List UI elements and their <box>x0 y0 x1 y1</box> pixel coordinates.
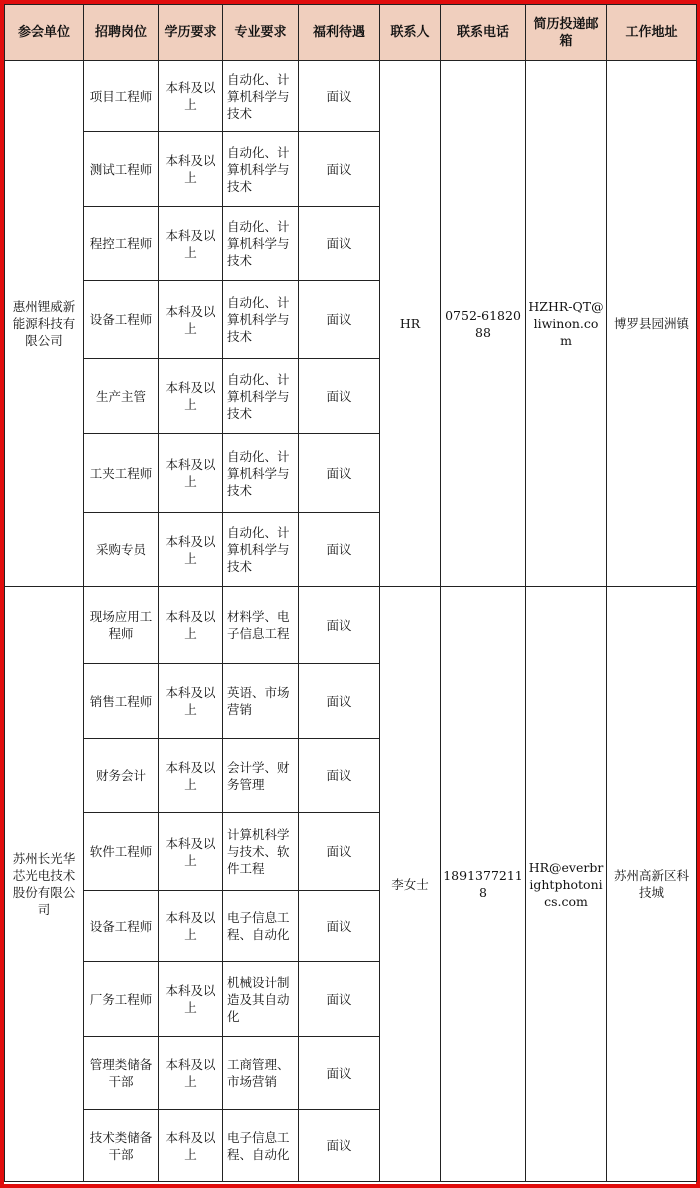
education: 本科及以上 <box>159 513 223 587</box>
benefits: 面议 <box>299 664 380 739</box>
education: 本科及以上 <box>159 61 223 132</box>
header-benefits: 福利待遇 <box>299 5 380 61</box>
benefits: 面议 <box>299 1110 380 1182</box>
position-title: 管理类储备干部 <box>84 1037 159 1110</box>
contact-phone: 0752-6182088 <box>441 61 526 587</box>
contact-person: 李女士 <box>380 587 441 1182</box>
position-title: 销售工程师 <box>84 664 159 739</box>
benefits: 面议 <box>299 739 380 813</box>
education: 本科及以上 <box>159 434 223 513</box>
education: 本科及以上 <box>159 587 223 664</box>
position-title: 技术类储备干部 <box>84 1110 159 1182</box>
header-row <box>5 5 697 61</box>
major: 自动化、计算机科学与技术 <box>223 132 299 207</box>
major: 机械设计制造及其自动化 <box>223 962 299 1037</box>
page-frame <box>4 4 696 1184</box>
benefits: 面议 <box>299 962 380 1037</box>
major: 自动化、计算机科学与技术 <box>223 434 299 513</box>
major: 工商管理、市场营销 <box>223 1037 299 1110</box>
work-address: 博罗县园洲镇 <box>607 61 697 587</box>
education: 本科及以上 <box>159 359 223 434</box>
company-name: 苏州长光华芯光电技术股份有限公司 <box>5 587 84 1182</box>
contact-phone: 18913772118 <box>441 587 526 1182</box>
major: 材料学、电子信息工程 <box>223 587 299 664</box>
education: 本科及以上 <box>159 813 223 891</box>
major: 自动化、计算机科学与技术 <box>223 61 299 132</box>
header-phone: 联系电话 <box>441 5 526 61</box>
benefits: 面议 <box>299 281 380 359</box>
education: 本科及以上 <box>159 207 223 281</box>
position-title: 项目工程师 <box>84 61 159 132</box>
major: 自动化、计算机科学与技术 <box>223 207 299 281</box>
major: 自动化、计算机科学与技术 <box>223 513 299 587</box>
major: 电子信息工程、自动化 <box>223 891 299 962</box>
education: 本科及以上 <box>159 281 223 359</box>
resume-email: HZHR-QT@liwinon.com <box>526 61 607 587</box>
major: 自动化、计算机科学与技术 <box>223 281 299 359</box>
benefits: 面议 <box>299 61 380 132</box>
major: 电子信息工程、自动化 <box>223 1110 299 1182</box>
position-title: 采购专员 <box>84 513 159 587</box>
major: 计算机科学与技术、软件工程 <box>223 813 299 891</box>
table-row <box>5 61 697 132</box>
benefits: 面议 <box>299 587 380 664</box>
position-title: 生产主管 <box>84 359 159 434</box>
benefits: 面议 <box>299 132 380 207</box>
benefits: 面议 <box>299 434 380 513</box>
major: 自动化、计算机科学与技术 <box>223 359 299 434</box>
position-title: 厂务工程师 <box>84 962 159 1037</box>
education: 本科及以上 <box>159 132 223 207</box>
education: 本科及以上 <box>159 664 223 739</box>
contact-person: HR <box>380 61 441 587</box>
education: 本科及以上 <box>159 962 223 1037</box>
major: 英语、市场营销 <box>223 664 299 739</box>
header-company: 参会单位 <box>5 5 84 61</box>
header-major: 专业要求 <box>223 5 299 61</box>
position-title: 程控工程师 <box>84 207 159 281</box>
table-row <box>5 587 697 664</box>
header-position: 招聘岗位 <box>84 5 159 61</box>
header-contact: 联系人 <box>380 5 441 61</box>
position-title: 设备工程师 <box>84 891 159 962</box>
benefits: 面议 <box>299 513 380 587</box>
company-name: 惠州锂威新能源科技有限公司 <box>5 61 84 587</box>
education: 本科及以上 <box>159 891 223 962</box>
header-address: 工作地址 <box>607 5 697 61</box>
benefits: 面议 <box>299 207 380 281</box>
education: 本科及以上 <box>159 739 223 813</box>
position-title: 现场应用工程师 <box>84 587 159 664</box>
education: 本科及以上 <box>159 1037 223 1110</box>
recruitment-table <box>4 4 697 1182</box>
benefits: 面议 <box>299 891 380 962</box>
position-title: 设备工程师 <box>84 281 159 359</box>
header-education: 学历要求 <box>159 5 223 61</box>
work-address: 苏州高新区科技城 <box>607 587 697 1182</box>
benefits: 面议 <box>299 813 380 891</box>
position-title: 软件工程师 <box>84 813 159 891</box>
education: 本科及以上 <box>159 1110 223 1182</box>
position-title: 工夹工程师 <box>84 434 159 513</box>
position-title: 财务会计 <box>84 739 159 813</box>
header-email: 简历投递邮箱 <box>526 5 607 61</box>
benefits: 面议 <box>299 1037 380 1110</box>
resume-email: HR@everbrightphotonics.com <box>526 587 607 1182</box>
position-title: 测试工程师 <box>84 132 159 207</box>
major: 会计学、财务管理 <box>223 739 299 813</box>
benefits: 面议 <box>299 359 380 434</box>
